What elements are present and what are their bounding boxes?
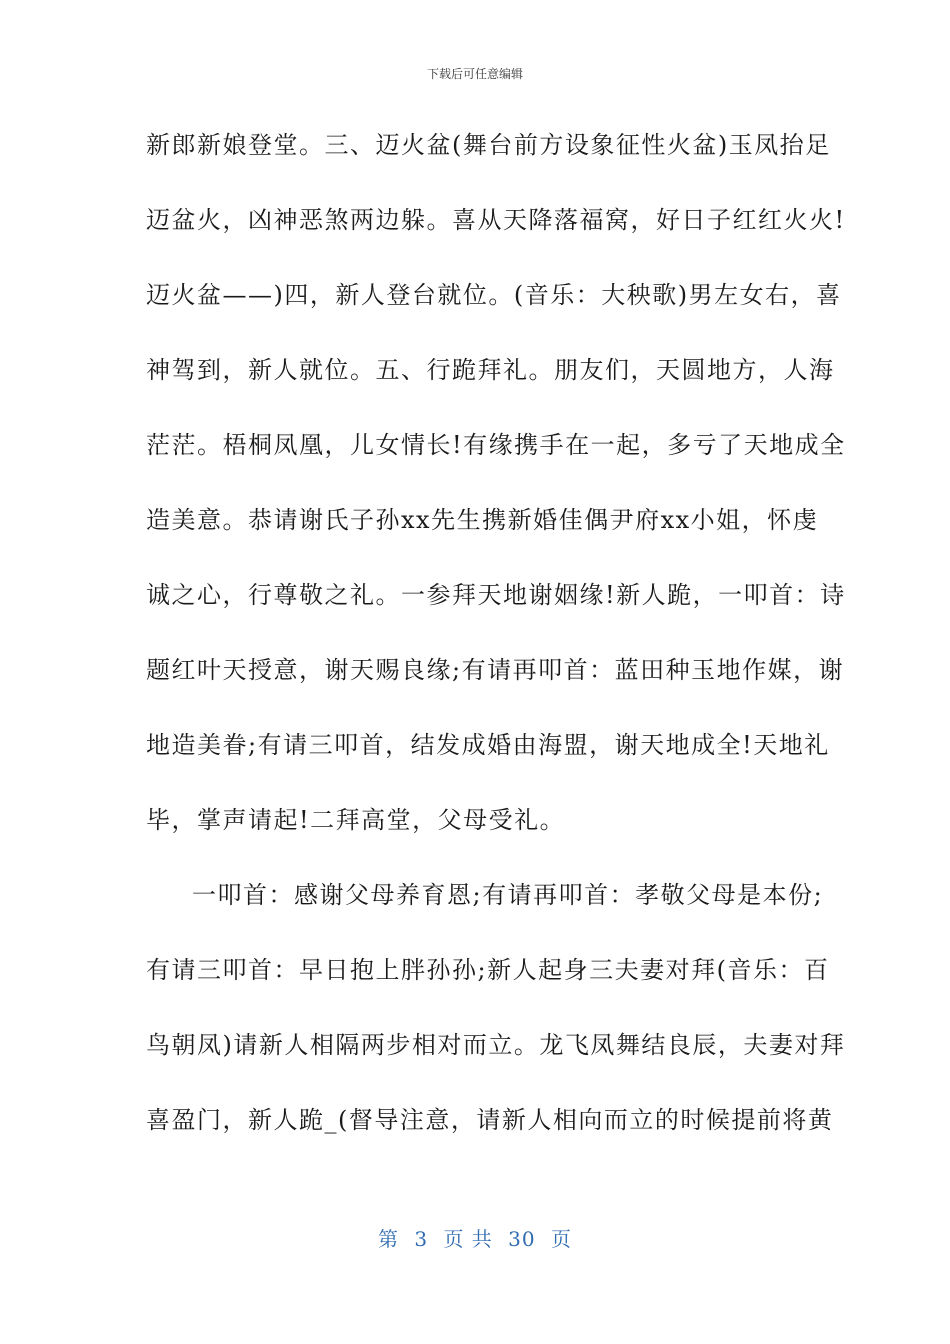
page-number: 3	[414, 1227, 429, 1251]
text-line: 诚之心，行尊敬之礼。一参拜天地谢姻缘!新人跪，一叩首：诗	[146, 581, 846, 609]
text-line: 地造美眷;有请三叩首，结发成婚由海盟，谢天地成全!天地礼	[146, 731, 830, 759]
text-line: 造美意。恭请谢氏子孙xx先生携新婚佳偶尹府xx小姐，怀虔	[146, 506, 819, 534]
footer-middle: 页 共	[443, 1227, 493, 1251]
text-line: 题红叶天授意，谢天赐良缘;有请再叩首：蓝田种玉地作媒，谢	[146, 656, 845, 684]
footer-prefix: 第	[378, 1227, 399, 1251]
text-line: 迈火盆——)四，新人登台就位。(音乐：大秧歌)男左女右，喜	[146, 281, 842, 309]
text-line: 喜盈门，新人跪_(督导注意，请新人相向而立的时候提前将黄	[146, 1106, 834, 1134]
text-line: 毕，掌声请起!二拜高堂，父母受礼。	[146, 806, 566, 834]
text-line: 神驾到，新人就位。五、行跪拜礼。朋友们，天圆地方，人海	[146, 356, 835, 384]
text-line: 鸟朝凤)请新人相隔两步相对而立。龙飞凤舞结良辰，夫妻对拜	[146, 1031, 846, 1059]
text-line: 迈盆火，凶神恶煞两边躲。喜从天降落福窝，好日子红红火火!	[146, 206, 846, 234]
text-line: 有请三叩首：早日抱上胖孙孙;新人起身三夫妻对拜(音乐：百	[146, 956, 830, 984]
page-header: 下载后可任意编辑	[426, 67, 523, 81]
footer-suffix: 页	[550, 1227, 572, 1251]
text-line: 茫茫。梧桐凤凰，儿女情长!有缘携手在一起，多亏了天地成全	[146, 431, 846, 459]
paragraph-first-line: 一叩首：感谢父母养育恩;有请再叩首：孝敬父母是本份;	[192, 881, 824, 909]
page-footer	[0, 1226, 950, 1252]
total-pages: 30	[508, 1227, 536, 1251]
text-line: 新郎新娘登堂。三、迈火盆(舞台前方设象征性火盆)玉凤抬足	[146, 131, 831, 159]
